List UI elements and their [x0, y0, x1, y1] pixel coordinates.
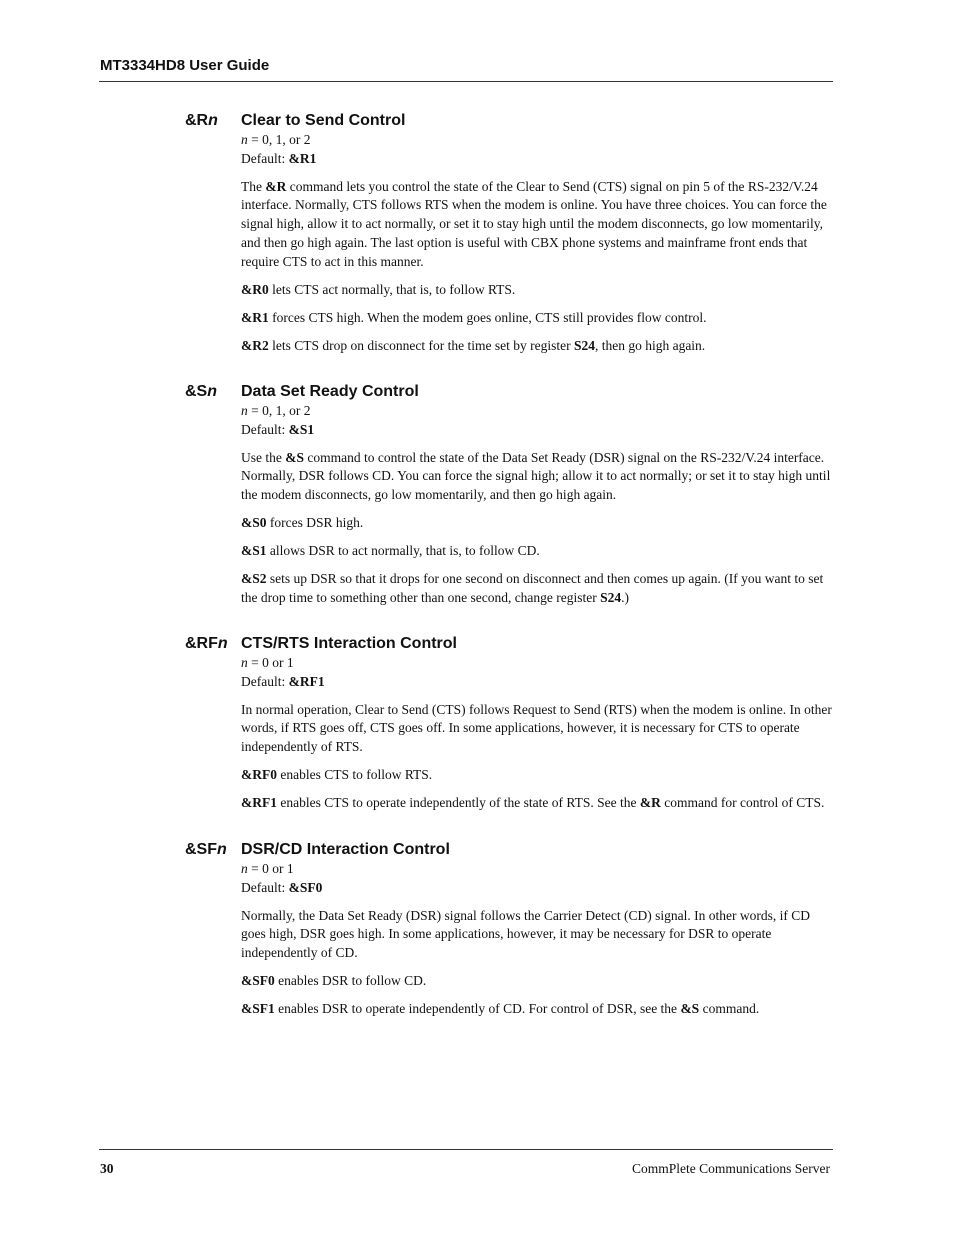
value-range: n = 0 or 1 — [241, 655, 294, 670]
default-value: Default: &R1 — [241, 150, 317, 166]
option-s0: &S0 forces DSR high. — [241, 515, 364, 531]
value-range: n = 0 or 1 — [241, 861, 294, 876]
command-name: &Rn — [185, 112, 218, 129]
section-body — [241, 131, 833, 355]
section-body — [241, 402, 833, 608]
option-sf1: &SF1 enables DSR to operate independently of CD. For control of DSR, see the &S command. — [241, 1001, 760, 1017]
footer-product-name: CommPlete Communications Server — [632, 1161, 830, 1176]
command-name: &RFn — [185, 635, 228, 652]
option-r0: &R0 lets CTS act normally, that is, to follow RTS. — [241, 281, 516, 297]
default-value: Default: &RF1 — [241, 673, 325, 689]
description: In normal operation, Clear to Send (CTS) follows Request to Send (RTS) when the modem is online. In other words, if RTS goes off, CTS goes off. In some applications, however, it is necessary for CTS to operate independently of RTS. — [241, 701, 832, 755]
section-title: Data Set Ready Control — [241, 383, 419, 400]
command-name: &SFn — [185, 841, 227, 858]
description: Use the &S command to control the state of the Data Set Ready (DSR) signal on the RS-232/V.24 interface. Normally, DSR follows CD. You can force the signal high; allow it to act normally; or set it to stay high until the modem disconnects, go low momentarily, and then go high again. — [241, 449, 831, 503]
option-rf1: &RF1 enables CTS to operate independently of the state of RTS. See the &R command for control of CTS. — [241, 795, 825, 811]
option-s1: &S1 allows DSR to act normally, that is, to follow CD. — [241, 543, 540, 559]
footer-rule — [99, 1149, 833, 1150]
option-rf0: &RF0 enables CTS to follow RTS. — [241, 767, 433, 783]
section-body — [241, 654, 833, 813]
value-range: n = 0, 1, or 2 — [241, 132, 311, 147]
command-name: &Sn — [185, 383, 218, 400]
option-r1: &R1 forces CTS high. When the modem goes online, CTS still provides flow control. — [241, 309, 707, 325]
option-r2: &R2 lets CTS drop on disconnect for the time set by register S24, then go high again. — [241, 337, 706, 353]
description: The &R command lets you control the state of the Clear to Send (CTS) signal on pin 5 of the RS-232/V.24 interface. Normally, CTS follows RTS when the modem is online. You have three choices. You can force the signal high, allow it to act normally, or set it to stay high until the modem disconnects, go low momentarily, and then go high again. The last option is useful with CBX phone systems and mainframe front ends that require CTS to act in this manner. — [241, 178, 827, 269]
default-value: Default: &SF0 — [241, 879, 323, 895]
section-title: CTS/RTS Interaction Control — [241, 635, 457, 652]
header-rule — [99, 81, 833, 82]
default-value: Default: &S1 — [241, 421, 315, 437]
option-s2: &S2 sets up DSR so that it drops for one second on disconnect and then comes up again. (If you want to set the drop time to something other than one second, change register S24.) — [241, 571, 824, 605]
page-header-title: MT3334HD8 User Guide — [100, 57, 270, 74]
value-range: n = 0, 1, or 2 — [241, 403, 311, 418]
section-body — [241, 860, 833, 1019]
description: Normally, the Data Set Ready (DSR) signal follows the Carrier Detect (CD) signal. In other words, if CD goes high, DSR goes high. In some applications, however, it may be necessary for DSR to operate independently of CD. — [241, 907, 810, 961]
section-title: Clear to Send Control — [241, 112, 406, 129]
option-sf0: &SF0 enables DSR to follow CD. — [241, 973, 427, 989]
page-number: 30 — [100, 1161, 114, 1176]
section-title: DSR/CD Interaction Control — [241, 841, 450, 858]
